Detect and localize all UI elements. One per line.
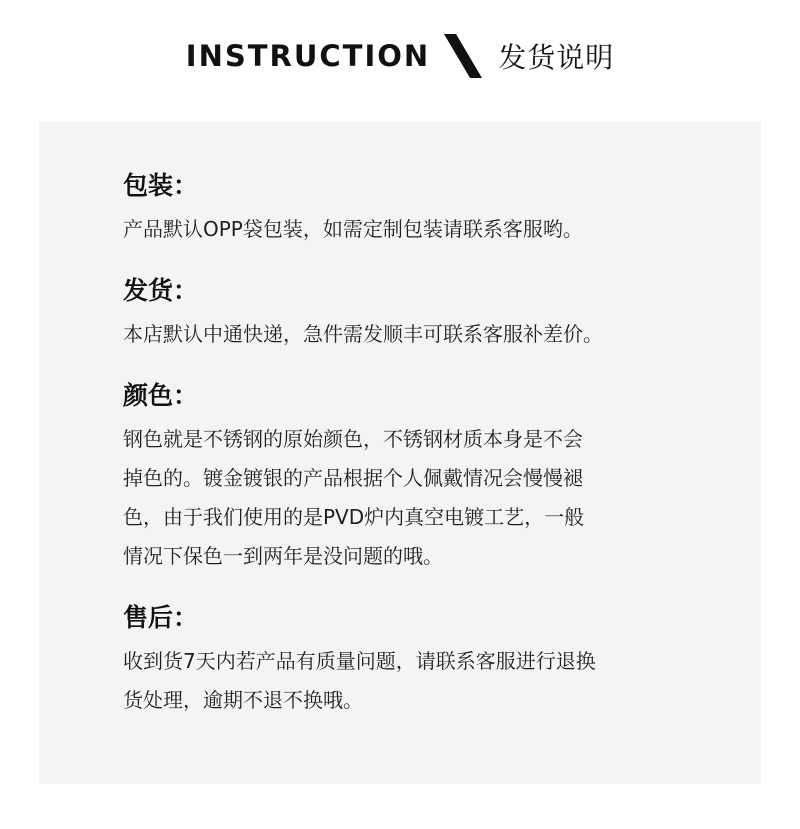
slash-divider-icon	[442, 32, 484, 80]
section-text-line: 钢色就是不锈钢的原始颜色，不锈钢材质本身是不会	[123, 427, 583, 451]
instruction-panel	[39, 122, 761, 784]
section-text-line: 产品默认OPP袋包装，如需定制包装请联系客服哟。	[123, 217, 583, 241]
section-text-line: 本店默认中通快递，急件需发顺丰可联系客服补差价。	[123, 322, 603, 346]
header	[0, 28, 800, 84]
section-text-line: 收到货7天内若产品有质量问题，请联系客服进行退换	[123, 649, 596, 673]
section-title-packaging: 包装：	[123, 171, 199, 200]
section-text-line: 情况下保色一到两年是没问题的哦。	[123, 544, 443, 568]
section-title-color: 颜色：	[123, 381, 199, 410]
header-title-cn: 发货说明	[498, 41, 615, 74]
section-packaging	[123, 166, 683, 249]
section-text-line: 掉色的。镀金镀银的产品根据个人佩戴情况会慢慢褪	[123, 466, 583, 490]
header-title-en: INSTRUCTION	[185, 39, 431, 73]
section-text-line: 货处理，逾期不退不换哦。	[123, 688, 363, 712]
section-title-shipping: 发货：	[123, 276, 199, 305]
section-shipping	[123, 271, 683, 354]
section-title-after-sales: 售后：	[123, 603, 199, 632]
section-color	[123, 376, 683, 576]
instruction-content	[123, 166, 683, 742]
section-text-line: 色，由于我们使用的是PVD炉内真空电镀工艺，一般	[123, 505, 585, 529]
section-after-sales	[123, 598, 683, 720]
